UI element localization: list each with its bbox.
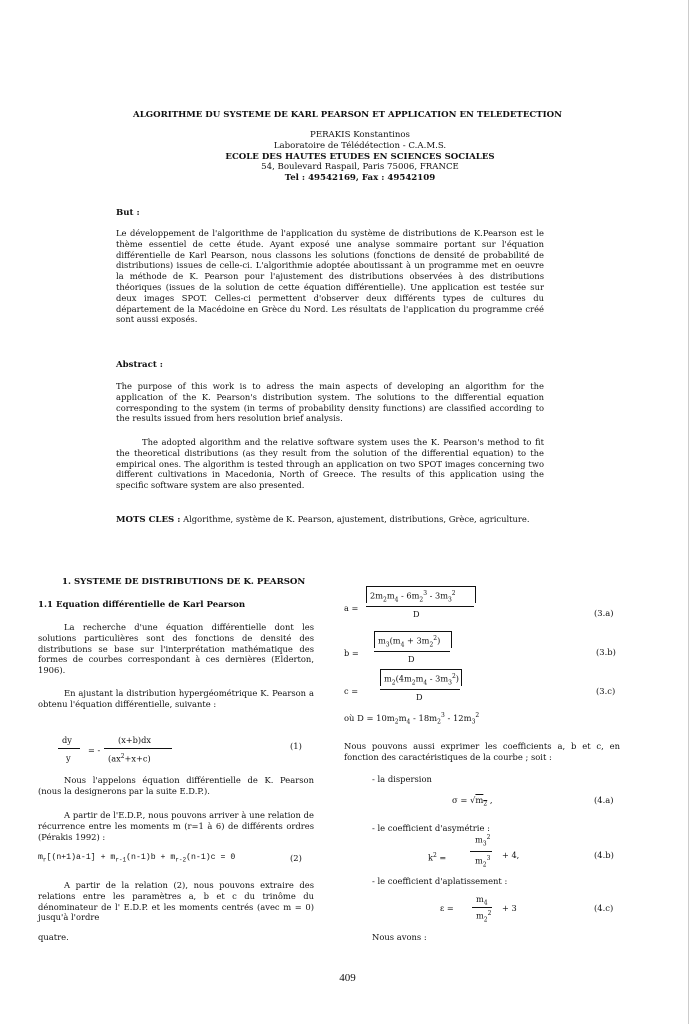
page-edge <box>688 0 689 1024</box>
eq4a-number: (4.a) <box>594 795 614 805</box>
left-p1: La recherche d'une équation différentielle dont les solutions particulières sont des fonctions de densité des distributions se base sur l'interprétation mathématique des formes de courbes correspondant à ces dernières (Elderton, 1906). <box>38 622 314 676</box>
but-text: Le développement de l'algorithme de l'application du système de distributions de K.Pearson est le thème essentiel de cette étude. Ayant exposé une analyse sommaire portant sur l'équation différentielle de Karl Pearson, nous classons les solutions (fonctions de densité de probabilité de distributions) issues de celle-ci. L'algorithmie adoptée aboutissant à un programme met en oeuvre la méthode de K. Pearson pour l'ajustement des distributions observées à des distributions théoriques (issues de la solution de cette équation différentielle). Une application est testée sur deux images SPOT. Celles-ci permettent d'observer deux différents types de cultures du département de la Macédoine en Grèce du Nord. Les résultats de l'application du programme créé sont aussi exposés. <box>116 228 544 325</box>
eq1-number: (1) <box>290 741 302 751</box>
abstract-p2: The adopted algorithm and the relative software system uses the K. Pearson's method to fit the theoretical distributions (as they result from the solution of the differential equation) to the empirical ones. The algorithm is tested through an application on two SPOT images concerning two different cultivations in Macedonia, North of Greece. The results of this application using the specific software system are also presented. <box>116 437 544 491</box>
author-school: ECOLE DES HAUTES ETUDES EN SCIENCES SOCIALES <box>225 151 495 162</box>
left-p5-end: quatre. <box>38 932 69 942</box>
keywords-text: Algorithme, système de K. Pearson, ajustement, distributions, Grèce, agriculture. <box>183 514 530 524</box>
item-dispersion: - la dispersion <box>372 774 432 784</box>
abstract-p1: The purpose of this work is to adress the main aspects of developing an algorithm for the application of the K. Pearson's distribution system. The solutions to the differential equation corresponding to the system (in terms of probability density functions) are classified according to the results issued from hers resolution brief analysis. <box>116 381 544 424</box>
equation-D: où $D = 10m_2m_4 - 18m_2^3 - 12m_3^2$ <box>344 712 480 726</box>
eq3a-number: (3.a) <box>594 608 614 618</box>
right-p-end: Nous avons : <box>372 932 427 942</box>
left-p4: A partir de l'E.D.P., nous pouvons arriver à une relation de récurrence entre les moments m (r=1 à 6) de différents ordres (Pérakis 1992) : <box>38 810 314 842</box>
paper-title: ALGORITHME DU SYSTEME DE KARL PEARSON ET APPLICATION EN TELEDETECTION <box>133 110 562 120</box>
left-p2: En ajustant la distribution hypergéométrique K. Pearson a obtenu l'équation différentielle, suivante : <box>38 688 314 709</box>
keywords <box>116 514 544 526</box>
right-p1: Nous pouvons aussi exprimer les coefficients a, b et c, en fonction des caractéristiques de la courbe ; soit : <box>344 741 620 762</box>
item-aplatissement: - le coefficient d'aplatissement : <box>372 876 508 886</box>
but-label: But : <box>116 208 140 218</box>
author-lab: Laboratoire de Télédétection - C.A.M.S. <box>273 140 447 151</box>
eq2-number: (2) <box>290 853 302 863</box>
left-p5: A partir de la relation (2), nous pouvons extraire des relations entre les paramètres a, b et c du trinôme du dénominateur de l' E.D.P. et les moments centrés (avec m = 0) jusqu'à l'ordre <box>38 880 314 923</box>
subsection-title: 1.1 Equation différentielle de Karl Pearson <box>38 600 246 610</box>
author-contact: Tel : 49542169, Fax : 49542109 <box>284 173 436 184</box>
keywords-label: MOTS CLES : <box>116 515 181 525</box>
eq4c-number: (4.c) <box>594 903 614 913</box>
eq3c-number: (3.c) <box>596 686 616 696</box>
author-address: 54, Boulevard Raspail, Paris 75006, FRANCE <box>261 162 459 173</box>
abstract-label: Abstract : <box>116 360 163 370</box>
eq4b-number: (4.b) <box>594 850 614 860</box>
item-asymetrie: - le coefficient d'asymétrie : <box>372 823 490 833</box>
author-name: PERAKIS Konstantinos <box>310 130 410 140</box>
author-block <box>150 130 570 184</box>
page-number: 409 <box>339 972 356 984</box>
left-p3: Nous l'appelons équation différentielle de K. Pearson (nous la designerons par la suite E.D.P.). <box>38 775 314 796</box>
section-title: 1. SYSTEME DE DISTRIBUTIONS DE K. PEARSON <box>62 577 306 587</box>
eq3b-number: (3.b) <box>596 647 616 657</box>
